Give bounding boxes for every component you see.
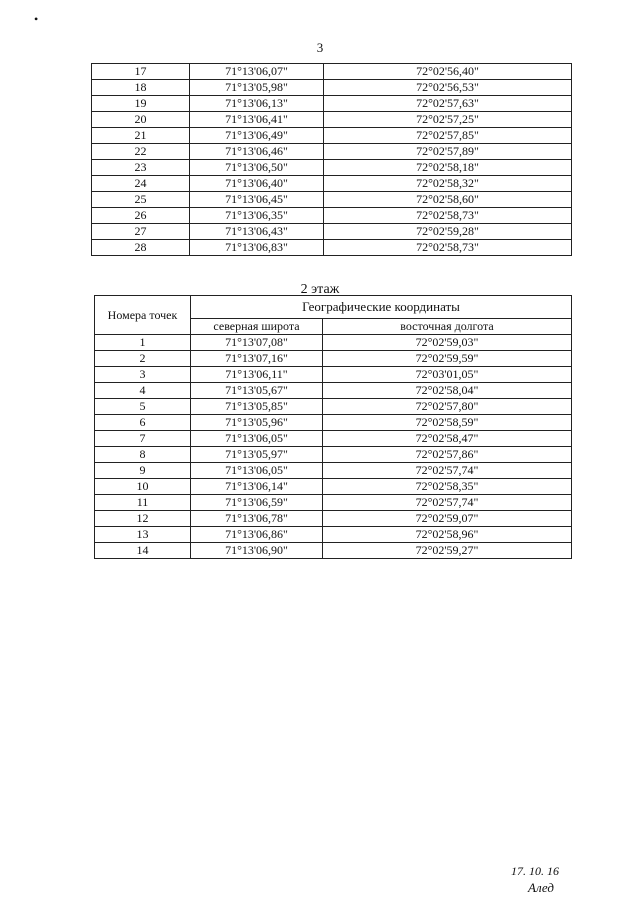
point-number-cell: 3 xyxy=(95,367,191,383)
east-longitude-cell: 72°02'57,74" xyxy=(323,495,572,511)
table-row xyxy=(95,495,572,511)
east-longitude-cell: 72°02'58,04" xyxy=(323,383,572,399)
north-latitude-cell: 71°13'07,16" xyxy=(191,351,323,367)
point-number-cell: 26 xyxy=(92,208,190,224)
point-number-cell: 21 xyxy=(92,128,190,144)
north-latitude-cell: 71°13'06,86" xyxy=(191,527,323,543)
north-latitude-cell: 71°13'06,43" xyxy=(190,224,324,240)
table-row xyxy=(92,224,572,240)
coordinates-table-continued xyxy=(91,63,572,256)
table-row xyxy=(95,415,572,431)
north-latitude-cell: 71°13'06,59" xyxy=(191,495,323,511)
table-row xyxy=(92,64,572,80)
table-row xyxy=(92,96,572,112)
point-number-cell: 11 xyxy=(95,495,191,511)
north-latitude-cell: 71°13'06,14" xyxy=(191,479,323,495)
table1-body xyxy=(92,64,572,256)
east-longitude-cell: 72°02'58,47" xyxy=(323,431,572,447)
north-latitude-cell: 71°13'06,11" xyxy=(191,367,323,383)
table-row xyxy=(92,192,572,208)
point-number-cell: 10 xyxy=(95,479,191,495)
north-latitude-cell: 71°13'06,49" xyxy=(190,128,324,144)
east-longitude-cell: 72°02'57,86" xyxy=(323,447,572,463)
east-longitude-cell: 72°03'01,05" xyxy=(323,367,572,383)
point-number-cell: 22 xyxy=(92,144,190,160)
point-number-cell: 2 xyxy=(95,351,191,367)
east-longitude-cell: 72°02'57,74" xyxy=(323,463,572,479)
table-row xyxy=(95,543,572,559)
north-latitude-cell: 71°13'05,98" xyxy=(190,80,324,96)
east-longitude-cell: 72°02'58,60" xyxy=(324,192,572,208)
point-number-cell: 25 xyxy=(92,192,190,208)
north-latitude-cell: 71°13'06,07" xyxy=(190,64,324,80)
north-latitude-cell: 71°13'05,97" xyxy=(191,447,323,463)
point-number-cell: 27 xyxy=(92,224,190,240)
east-longitude-cell: 72°02'58,32" xyxy=(324,176,572,192)
east-longitude-cell: 72°02'58,73" xyxy=(324,208,572,224)
north-latitude-cell: 71°13'06,35" xyxy=(190,208,324,224)
table-row xyxy=(95,447,572,463)
table-row xyxy=(92,144,572,160)
east-longitude-cell: 72°02'59,03" xyxy=(323,335,572,351)
header-point-numbers: Номера точек xyxy=(95,296,191,335)
east-longitude-cell: 72°02'59,27" xyxy=(323,543,572,559)
table-row xyxy=(95,367,572,383)
table-row xyxy=(92,128,572,144)
north-latitude-cell: 71°13'06,40" xyxy=(190,176,324,192)
table-row xyxy=(95,399,572,415)
east-longitude-cell: 72°02'57,25" xyxy=(324,112,572,128)
floor-caption: 2 этаж xyxy=(300,282,340,297)
handwritten-signature: Алед xyxy=(528,880,554,895)
north-latitude-cell: 71°13'06,13" xyxy=(190,96,324,112)
east-longitude-cell: 72°02'58,73" xyxy=(324,240,572,256)
table-row xyxy=(95,431,572,447)
table-row xyxy=(95,527,572,543)
signature-date: 17. 10. 16 xyxy=(511,864,559,878)
point-number-cell: 8 xyxy=(95,447,191,463)
table-row xyxy=(95,383,572,399)
north-latitude-cell: 71°13'06,05" xyxy=(191,463,323,479)
corner-mark: • xyxy=(34,12,39,26)
point-number-cell: 23 xyxy=(92,160,190,176)
coordinates-table-floor-2 xyxy=(94,295,572,559)
table-row xyxy=(92,176,572,192)
point-number-cell: 9 xyxy=(95,463,191,479)
north-latitude-cell: 71°13'06,78" xyxy=(191,511,323,527)
table-row xyxy=(95,335,572,351)
north-latitude-cell: 71°13'06,50" xyxy=(190,160,324,176)
east-longitude-cell: 72°02'57,80" xyxy=(323,399,572,415)
east-longitude-cell: 72°02'57,63" xyxy=(324,96,572,112)
east-longitude-cell: 72°02'59,59" xyxy=(323,351,572,367)
east-longitude-cell: 72°02'57,85" xyxy=(324,128,572,144)
north-latitude-cell: 71°13'07,08" xyxy=(191,335,323,351)
point-number-cell: 7 xyxy=(95,431,191,447)
header-geo-coordinates: Географические координаты xyxy=(191,296,572,319)
point-number-cell: 14 xyxy=(95,543,191,559)
point-number-cell: 4 xyxy=(95,383,191,399)
point-number-cell: 1 xyxy=(95,335,191,351)
north-latitude-cell: 71°13'05,67" xyxy=(191,383,323,399)
table-row xyxy=(95,463,572,479)
north-latitude-cell: 71°13'06,45" xyxy=(190,192,324,208)
east-longitude-cell: 72°02'57,89" xyxy=(324,144,572,160)
north-latitude-cell: 71°13'06,46" xyxy=(190,144,324,160)
east-longitude-cell: 72°02'56,53" xyxy=(324,80,572,96)
table-row xyxy=(95,479,572,495)
table-row xyxy=(92,112,572,128)
north-latitude-cell: 71°13'05,96" xyxy=(191,415,323,431)
north-latitude-cell: 71°13'06,83" xyxy=(190,240,324,256)
north-latitude-cell: 71°13'06,41" xyxy=(190,112,324,128)
table2-body xyxy=(95,335,572,559)
east-longitude-cell: 72°02'58,96" xyxy=(323,527,572,543)
table-row xyxy=(92,160,572,176)
east-longitude-cell: 72°02'58,18" xyxy=(324,160,572,176)
east-longitude-cell: 72°02'58,59" xyxy=(323,415,572,431)
point-number-cell: 20 xyxy=(92,112,190,128)
header-east-longitude: восточная долгота xyxy=(323,319,572,335)
table-row xyxy=(92,208,572,224)
point-number-cell: 17 xyxy=(92,64,190,80)
point-number-cell: 6 xyxy=(95,415,191,431)
page-number: 3 xyxy=(316,40,324,55)
east-longitude-cell: 72°02'59,28" xyxy=(324,224,572,240)
point-number-cell: 24 xyxy=(92,176,190,192)
point-number-cell: 12 xyxy=(95,511,191,527)
point-number-cell: 18 xyxy=(92,80,190,96)
point-number-cell: 5 xyxy=(95,399,191,415)
east-longitude-cell: 72°02'58,35" xyxy=(323,479,572,495)
north-latitude-cell: 71°13'05,85" xyxy=(191,399,323,415)
table-row xyxy=(95,511,572,527)
table-row xyxy=(92,80,572,96)
header-north-latitude: северная широта xyxy=(191,319,323,335)
east-longitude-cell: 72°02'56,40" xyxy=(324,64,572,80)
table-row xyxy=(92,240,572,256)
north-latitude-cell: 71°13'06,05" xyxy=(191,431,323,447)
point-number-cell: 19 xyxy=(92,96,190,112)
point-number-cell: 28 xyxy=(92,240,190,256)
table-row xyxy=(95,351,572,367)
north-latitude-cell: 71°13'06,90" xyxy=(191,543,323,559)
east-longitude-cell: 72°02'59,07" xyxy=(323,511,572,527)
point-number-cell: 13 xyxy=(95,527,191,543)
